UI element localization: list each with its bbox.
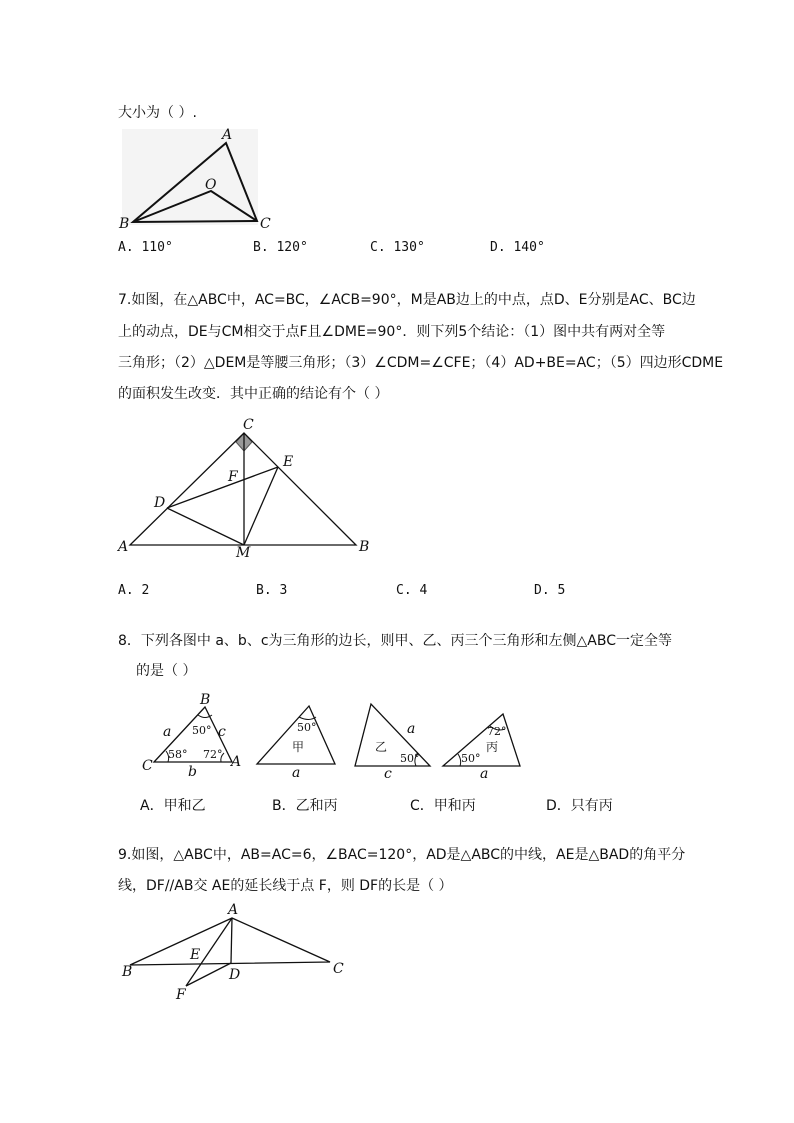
q7-stem-line4: 的面积发生改变．其中正确的结论有个（ ） xyxy=(118,386,389,402)
q7-label-e: E xyxy=(283,454,294,470)
q9-triangle-abc xyxy=(130,918,330,965)
q6-label-o: O xyxy=(205,177,217,193)
q7-label-d: D xyxy=(154,495,166,511)
q9-label-e: E xyxy=(190,947,201,963)
q6-option-b[interactable]: B. 120° xyxy=(253,240,308,255)
q8-bing-angle-left: 50° xyxy=(461,752,481,765)
q8-stem-line1: 8．下列各图中 a、b、c为三角形的边长，则甲、乙、丙三个三角形和左侧△ABC一定全等 xyxy=(118,633,672,649)
q8-jia-angle: 50° xyxy=(297,721,317,734)
q8-bing-name: 丙 xyxy=(486,740,499,754)
q8-jia-side: a xyxy=(292,765,301,781)
q6-label-a: A xyxy=(222,127,233,143)
q9-stem-line1: 9.如图，△ABC中，AB=AC=6，∠BAC=120°，AD是△ABC的中线，AE是△BAD的角平分 xyxy=(118,847,686,863)
q8-abc-angle-a: 72° xyxy=(203,748,223,761)
q7-label-m: M xyxy=(236,545,251,561)
q6-option-c[interactable]: C. 130° xyxy=(370,240,425,255)
q8-abc-side-c: c xyxy=(218,724,226,740)
q8-stem-line2: 的是（ ） xyxy=(136,663,197,679)
q7-label-c: C xyxy=(243,417,254,433)
q7-option-d[interactable]: D. 5 xyxy=(534,583,566,598)
q8-yi-side-c: c xyxy=(384,766,392,782)
q7-stem-line3: 三角形；（2）△DEM是等腰三角形；（3）∠CDM=∠CFE；（4）AD+BE=AC；（5）四边形CDME xyxy=(118,355,724,371)
q9-label-f: F xyxy=(176,987,186,1003)
q8-yi-side-a: a xyxy=(407,721,416,737)
q6-text: 大小为（ ）. xyxy=(118,105,197,121)
q7-label-a: A xyxy=(118,539,129,555)
q8-yi-name: 乙 xyxy=(375,740,388,754)
q6-option-a[interactable]: A. 110° xyxy=(118,240,173,255)
q8-yi-angle: 50° xyxy=(400,752,420,765)
q6-option-d[interactable]: D. 140° xyxy=(490,240,545,255)
q9-segment-ad xyxy=(231,918,232,963)
q8-option-a[interactable]: A．甲和乙 xyxy=(140,798,206,814)
q8-bing-angle-top: 72° xyxy=(487,725,507,738)
q7-option-b[interactable]: B. 3 xyxy=(256,583,288,598)
q7-label-f: F xyxy=(228,469,238,485)
q9-segment-df xyxy=(186,963,231,986)
q6-label-b: B xyxy=(119,216,130,232)
q8-option-d[interactable]: D．只有丙 xyxy=(546,798,613,814)
q8-abc-label-c: C xyxy=(142,758,153,774)
q9-label-a: A xyxy=(228,902,239,918)
q8-abc-side-b: b xyxy=(188,764,197,780)
q7-label-b: B xyxy=(359,539,370,555)
q8-abc-label-a: A xyxy=(231,754,242,770)
q8-abc-label-b: B xyxy=(200,692,211,708)
q6-label-c: C xyxy=(260,216,271,232)
q7-stem-line1: 7.如图，在△ABC中，AC=BC，∠ACB=90°，M是AB边上的中点，点D、E分别是AC、BC边 xyxy=(118,292,696,308)
q8-option-c[interactable]: C．甲和丙 xyxy=(410,798,476,814)
q7-option-a[interactable]: A. 2 xyxy=(118,583,150,598)
q9-label-d: D xyxy=(229,967,241,983)
q9-label-c: C xyxy=(333,961,344,977)
q8-bing-side: a xyxy=(480,766,489,782)
q8-abc-angle-b: 50° xyxy=(192,724,212,737)
q7-option-c[interactable]: C. 4 xyxy=(396,583,428,598)
q8-option-b[interactable]: B．乙和丙 xyxy=(272,798,338,814)
q7-stem-line2: 上的动点，DE与CM相交于点F且∠DME=90°．则下列5个结论：（1）图中共有两对全等 xyxy=(118,324,666,340)
q9-label-b: B xyxy=(122,964,133,980)
q8-abc-angle-c: 58° xyxy=(168,748,188,761)
q8-jia-name: 甲 xyxy=(292,740,305,754)
q8-abc-side-a: a xyxy=(163,724,172,740)
q9-stem-line2: 线，DF//AB交 AE的延长线于点 F，则 DF的长是（ ） xyxy=(118,878,453,894)
